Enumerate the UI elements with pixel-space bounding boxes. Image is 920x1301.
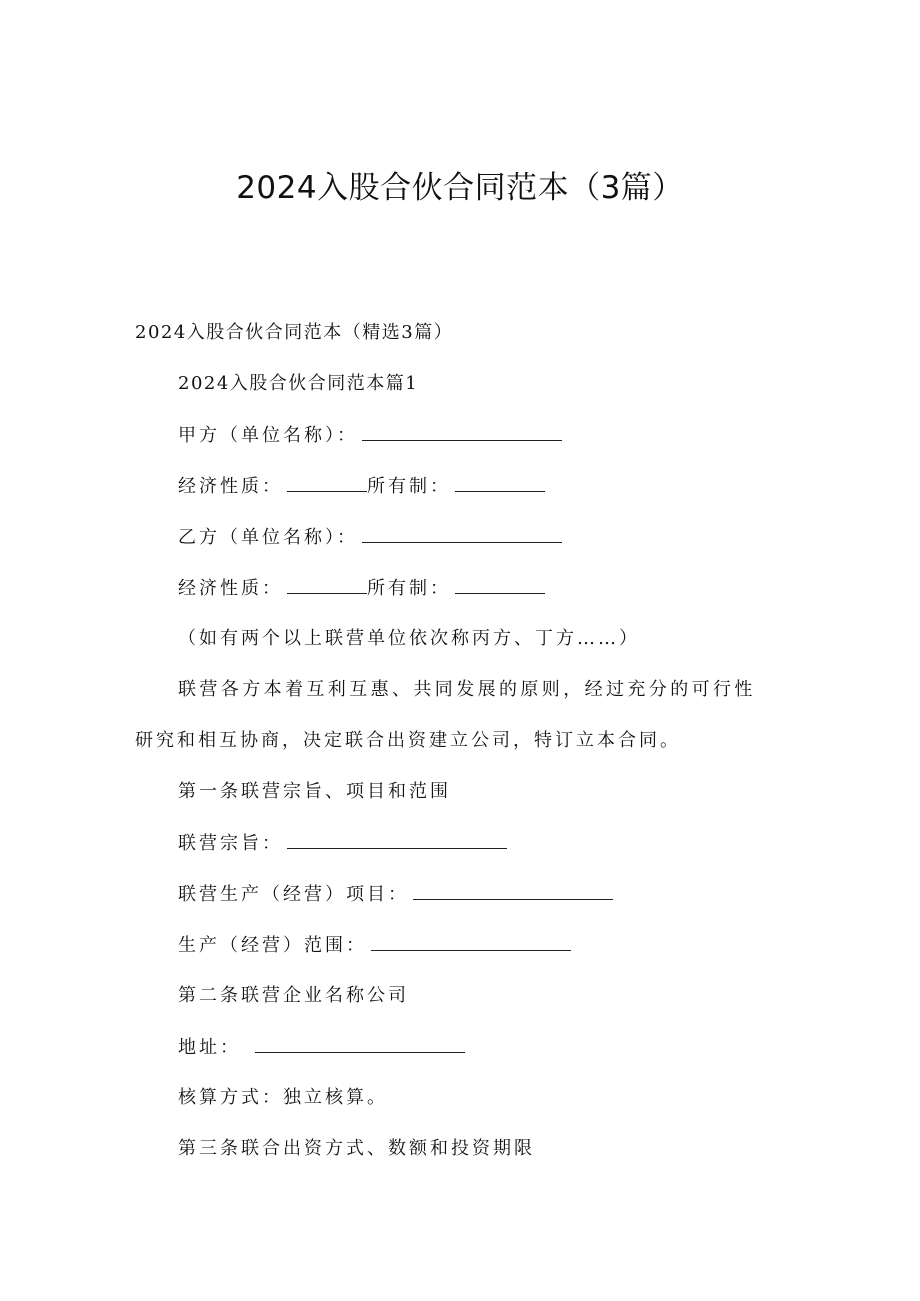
scope-label: 生产（经营）范围： <box>178 935 367 956</box>
article-1-heading: 第一条联营宗旨、项目和范围 <box>178 781 451 802</box>
purpose-label: 联营宗旨： <box>178 833 283 854</box>
address-line <box>178 1035 465 1060</box>
party-a-label: 甲方（单位名称）： <box>178 425 358 446</box>
econ-line-2 <box>178 576 545 601</box>
accounting-line: 核算方式：独立核算。 <box>178 1087 388 1108</box>
econ-blank-1 <box>287 474 367 492</box>
party-b-blank <box>362 525 562 543</box>
project-label: 联营生产（经营）项目： <box>178 884 409 905</box>
econ-blank-2 <box>287 576 367 594</box>
article-3-heading: 第三条联合出资方式、数额和投资期限 <box>178 1138 535 1159</box>
paragraph-line-1: 联营各方本着互利互惠、共同发展的原则，经过充分的可行性 <box>178 679 756 700</box>
address-blank <box>255 1035 465 1053</box>
ownership-blank-2 <box>455 576 545 594</box>
scope-blank <box>371 933 571 951</box>
ownership-blank-1 <box>455 474 545 492</box>
party-a-line <box>178 423 562 448</box>
paragraph-line-2: 研究和相互协商，决定联合出资建立公司，特订立本合同。 <box>135 730 681 751</box>
purpose-blank <box>287 831 507 849</box>
article-2-heading: 第二条联营企业名称公司 <box>178 985 409 1006</box>
party-b-label: 乙方（单位名称）： <box>178 527 358 548</box>
econ-label-2: 经济性质： <box>178 578 283 599</box>
project-line <box>178 882 613 907</box>
project-blank <box>413 882 613 900</box>
purpose-line <box>178 831 507 856</box>
subtitle-line: 2024入股合伙合同范本（精选3篇） <box>135 322 454 343</box>
ownership-label-2: 所有制： <box>367 578 451 599</box>
party-a-blank <box>362 423 562 441</box>
note-line: （如有两个以上联营单位依次称丙方、丁方……） <box>178 628 640 649</box>
econ-label-1: 经济性质： <box>178 476 283 497</box>
document-title: 2024入股合伙合同范本（3篇） <box>236 170 684 206</box>
party-b-line <box>178 525 562 550</box>
address-label: 地址： <box>178 1037 241 1058</box>
econ-line-1 <box>178 474 545 499</box>
section-heading: 2024入股合伙合同范本篇1 <box>178 373 419 394</box>
ownership-label-1: 所有制： <box>367 476 451 497</box>
scope-line <box>178 933 571 958</box>
